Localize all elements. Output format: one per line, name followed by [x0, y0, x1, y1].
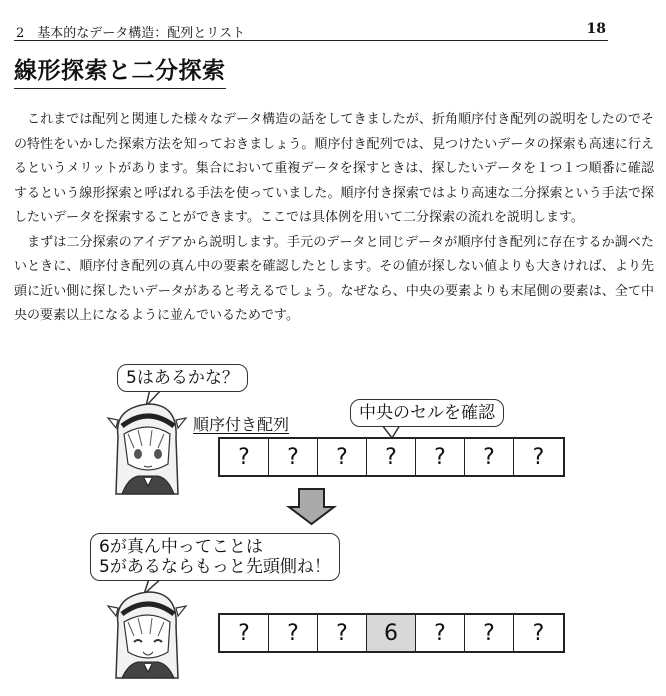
- speech-bubble-top: [117, 364, 248, 392]
- array-bottom-cell: ?: [318, 615, 367, 651]
- center-callout: [350, 399, 504, 427]
- array-bottom-cell: ?: [416, 615, 465, 651]
- character-top: [108, 404, 186, 494]
- center-callout-text: 中央のセルを確認: [359, 403, 495, 423]
- array-top-cell: ?: [318, 439, 367, 475]
- array-top-cell: ?: [532, 444, 545, 470]
- paragraph-2: まずは二分探索のアイデアから説明します。手元のデータと同じデータが順序付き配列に存在するか調べたいときに、順序付き配列の真ん中の要素を確認したとします。その値が探しない値よりも大きければ、より先頭に近い側に探したいデータがあると考えるでしょう。なぜなら、中央の要素よりも末尾側の要素は、全て中央の要素以上になるように並んでいるためです。: [14, 234, 654, 323]
- array-top-cell: ?: [269, 439, 318, 475]
- speech-text-bottom-line1: 6が真ん中ってことは: [99, 537, 263, 557]
- array-bottom-cell: ?: [220, 615, 269, 651]
- page-number: 18: [586, 21, 606, 37]
- array-top-cell: ?: [416, 439, 465, 475]
- array-bottom-cell: ?: [465, 615, 514, 651]
- array-top-cell: ?: [220, 439, 269, 475]
- character-bottom: [108, 592, 186, 678]
- array-bottom: [218, 613, 565, 653]
- array-bottom-cell-highlighted: 6: [367, 615, 416, 651]
- array-bottom-cell: ?: [269, 615, 318, 651]
- array-top-cell: ?: [367, 439, 416, 475]
- section-title: 線形探索と二分探索: [14, 52, 226, 89]
- array-top-cell: ?: [465, 439, 514, 475]
- down-arrow-icon: [289, 489, 334, 524]
- chapter-title: 2 基本的なデータ構造：配列とリスト: [16, 26, 246, 41]
- array-bottom-cell: ?: [532, 620, 545, 646]
- speech-text-bottom-line2: 5があるならもっと先頭側ね！: [99, 557, 331, 577]
- speech-text-top: 5はあるかな？: [126, 368, 239, 388]
- array-top: [218, 437, 565, 477]
- array-label: 順序付き配列: [193, 415, 290, 434]
- paragraph-1: これまでは配列と関連した様々なデータ構造の話をしてきましたが、折角順序付き配列の説明をしたのでその特性をいかした探索方法を知っておきましょう。順序付き配列では、見つけたいデータの探索も高速に行えるというメリットがあります。集合において重複データを探すときは、探したいデータを１つ１つ順番に確認するという線形探索と呼ばれる手法を使っていました。順序付き探索ではより高速な二分探索という手法で探したいデータを探索することができます。ここでは具体例を用いて二分探索の流れを説明します。: [14, 112, 654, 225]
- speech-bubble-bottom: [90, 533, 340, 581]
